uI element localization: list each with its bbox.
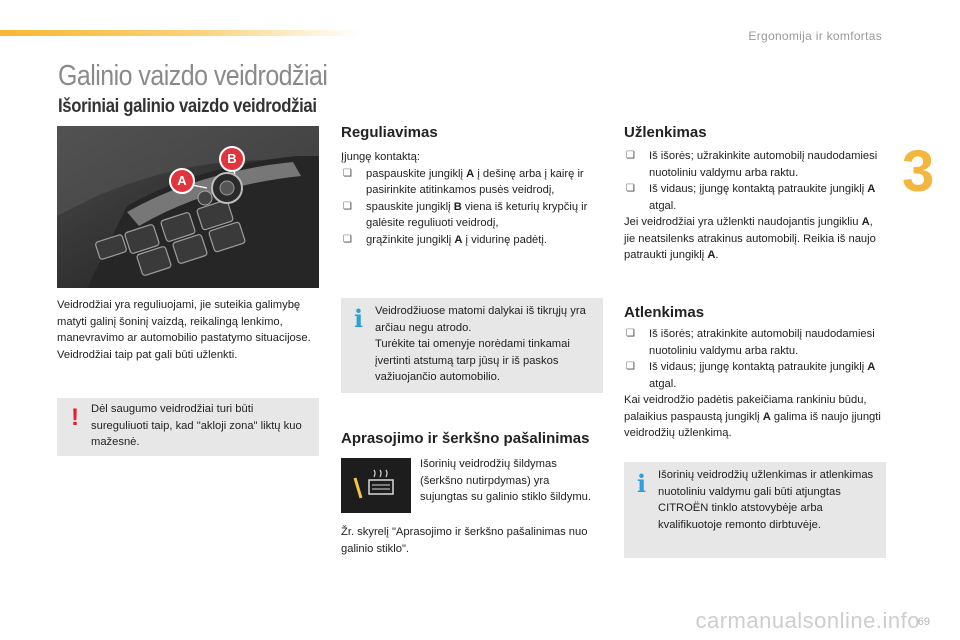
bullet-icon: ❏ [343,233,352,245]
atlenkimas-body [624,326,886,442]
heading-atlenkimas: Atlenkimas [624,304,705,321]
list-item: ❏ paspauskite jungiklį A į dešinę arba į kairę ir pasirinkite atitinkamos pusės veidrodį, [343,167,584,196]
bullet-icon: ❏ [626,183,635,194]
list-item: ❏ spauskite jungiklį B viena iš keturių krypčių ir galėsite reguliuoti veidrodį, [343,200,588,229]
uzlenkimas-body [624,148,886,264]
door-panel-illustration [57,126,319,288]
heading-aprasojimo: Aprasojimo ir šerkšno pašalinimas [341,430,590,447]
page-subtitle: Išoriniai galinio vaizdo veidrodžiai [58,96,317,117]
defrost-text: Išorinių veidrodžių šildymas (šerkšno nutirpdymas) yra sujungtas su galinio stiklo šildymu. [420,458,592,503]
rear-defrost-icon [341,458,411,513]
warning-text: Dėl saugumo veidrodžiai turi būti sureguliuoti taip, kad "akloji zona" liktų kuo mažesnė. [91,403,302,448]
top-accent-bar [0,30,360,36]
reguliavimas-intro: Įjungę kontaktą: [341,151,420,163]
reguliavimas-body [341,149,603,248]
warning-icon: ! [71,404,79,431]
defrost-reference: Žr. skyrelį "Aprasojimo ir šerkšno pašalinimas nuo galinio stiklo". [341,526,588,555]
warning-box [57,398,319,456]
watermark: carmanualsonline.info [695,608,920,633]
list-item: ❏ Iš vidaus; įjungę kontaktą patraukite jungiklį A atgal. [626,183,876,212]
section-header: Ergonomija ir komfortas [748,29,882,43]
uzlenkimas-paragraph: Jei veidrodžiai yra užlenkti naudojantis jungikliu A, jie neatsilenks atrakinus automobilį. Reikia iš naujo patraukti jungiklį A. [624,216,876,261]
heading-reguliavimas: Reguliavimas [341,124,438,141]
page-number: 69 [917,616,930,628]
info-text: Išorinių veidrodžių užlenkimas ir atlenkimas nuotoliniu valdymu gali būti atjungtas CITROËN tinklo atstovybėje arba kvalifikuotoje remonto dirbtuvėje. [658,469,874,531]
page-title: Galinio vaizdo veidrodžiai [58,60,328,92]
bullet-icon: ❏ [626,328,635,339]
bullet-icon: ❏ [626,150,635,161]
chapter-number: 3 [902,139,935,204]
bullet-icon: ❏ [343,200,352,212]
heading-uzlenkimas: Užlenkimas [624,124,707,141]
list-item: ❏ Iš išorės; užrakinkite automobilį naudodamiesi nuotoliniu valdymu arba raktu. [626,150,878,179]
atlenkimas-paragraph: Kai veidrodžio padėtis pakeičiama rankiniu būdu, palaikius paspaustą jungiklį A galima iš naujo įjungti veidrodžių užlenkimą. [624,394,881,439]
door-switch-photo [57,126,319,288]
info-box-folding [624,462,886,558]
label-b-badge: B [219,146,245,172]
label-a-badge: A [169,168,195,194]
info-icon: i [637,469,647,498]
info-text: Veidrodžiuose matomi dalykai iš tikrųjų yra arčiau negu atrodo. Turėkite tai omenyje norėdami tinkamai įvertinti atstumą tarp jūsų ir iš paskos važiuojančio automobilio. [375,305,586,383]
info-icon: i [354,304,364,333]
defrost-button-photo [341,458,411,513]
left-paragraph: Veidrodžiai yra reguliuojami, jie suteikia galimybę matyti galinį šoninį vaizdą, reikalingą lenkimo, manevravimo ar automobilio pastatymo situacijose. Veidrodžiai taip pat gali būti užlenkti. [57,299,311,361]
list-item: ❏ Iš vidaus; įjungę kontaktą patraukite jungiklį A atgal. [626,361,876,390]
info-box-mirrors [341,298,603,393]
list-item: ❏ grąžinkite jungiklį A į vidurinę padėtį. [341,232,603,249]
bullet-icon: ❏ [343,167,352,179]
list-item: ❏ Iš išorės; atrakinkite automobilį naudodamiesi nuotoliniu valdymu arba raktu. [626,328,875,357]
bullet-icon: ❏ [626,361,635,372]
